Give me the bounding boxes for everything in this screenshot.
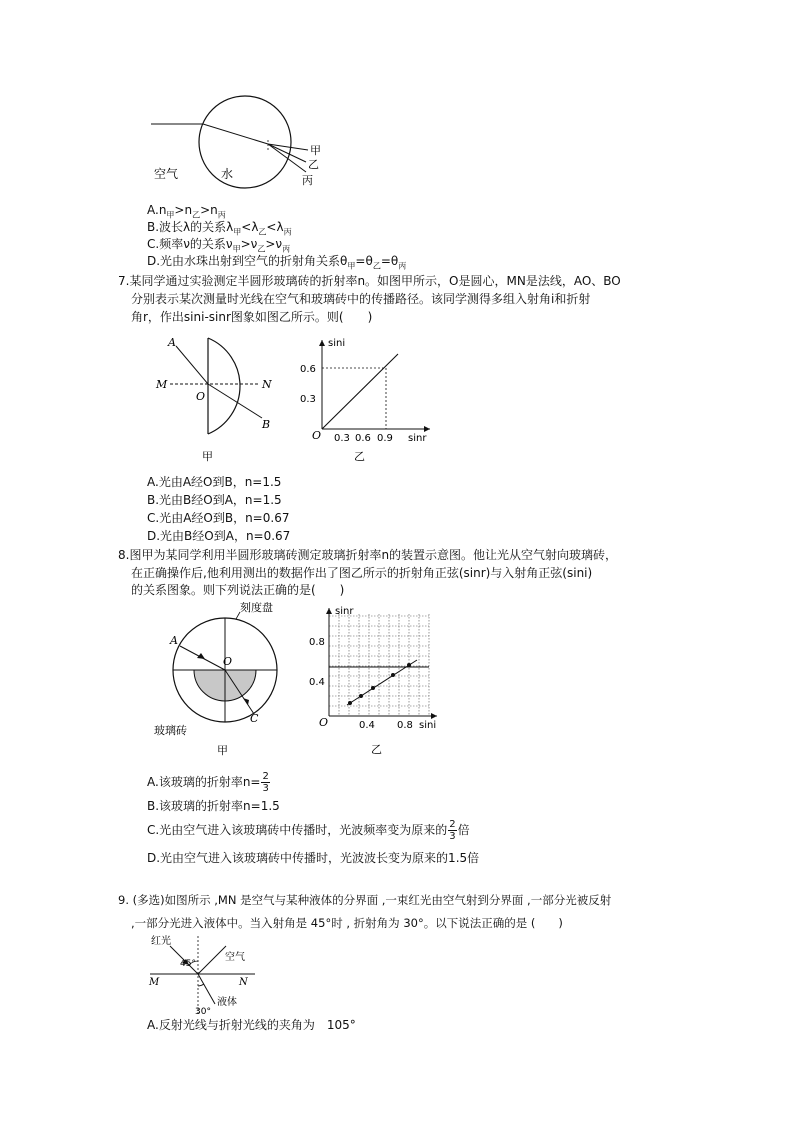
q6-option-d: D.光由水珠出射到空气的折射角关系$\theta_甲=\theta_乙=\theta_丙$ (147, 254, 407, 271)
q7-label-a: A (168, 336, 176, 349)
q7-option-c: C.光由A经O到B，n=0.67 (147, 511, 290, 525)
q8-y-tick-04: 0.4 (309, 677, 325, 688)
q6-option-a: $A.n_甲>n_乙>n_丙$ (147, 203, 226, 220)
q8-glass-label: 玻璃砖 (154, 724, 187, 737)
q9-air-label: 空气 (225, 952, 245, 963)
q9-label-m: M (149, 977, 160, 988)
q8-x-tick-04: 0.4 (359, 720, 375, 731)
q7-label-o: O (196, 390, 206, 403)
q8-stem-line3: 的关系图象。则下列说法正确的是( ) (131, 583, 345, 597)
q7-figure-yi (300, 334, 445, 466)
q7-figure-jia (150, 334, 285, 466)
q7-xlabel: sinr (408, 433, 427, 444)
q9-stem-line1: 9. (多选)如图所示 ,MN 是空气与某种液体的分界面 ,一束红光由空气射到分界面 ,一部分光被反射 (118, 893, 612, 907)
q8-label-a: A (170, 634, 178, 647)
q7-y-tick-06: 0.6 (300, 364, 316, 375)
q6-bing-label: 丙 (302, 174, 313, 187)
q8-grid (329, 614, 429, 716)
q8-figure-yi (305, 604, 445, 760)
q8-point (371, 686, 375, 690)
q6-air-label: 空气 (154, 167, 179, 181)
q8-y-tick-08: 0.8 (309, 637, 325, 648)
q8-caption-jia: 甲 (217, 744, 228, 757)
q6-yi-label: 乙 (308, 158, 319, 171)
q8-label-c: C (250, 712, 259, 725)
q8-dial-label: 刻度盘 (240, 602, 273, 614)
q9-angle-30: 30° (195, 1007, 211, 1017)
q8-option-a: A.该玻璃的折射率n= $\frac{2}{3}$ (147, 771, 269, 794)
q9-liquid-label: 液体 (217, 997, 237, 1008)
q7-x-tick-03: 0.3 (334, 433, 350, 444)
q6-option-b: B.波长λ的关系$\lambda_甲<\lambda_乙<\lambda_丙$ (147, 220, 292, 237)
q7-ylabel: sini (328, 338, 346, 349)
q9-label-n: N (239, 977, 248, 988)
q9-red-light-label: 红光 (151, 936, 171, 947)
q7-label-b: B (262, 418, 271, 431)
q7-option-b: B.光由B经O到A，n=1.5 (147, 493, 282, 507)
q8-ylabel: sinr (335, 606, 354, 617)
q6-water-label: 水 (221, 167, 234, 181)
q7-caption-yi: 乙 (354, 450, 365, 463)
q6-jia-label: 甲 (310, 144, 321, 157)
q9-figure (145, 934, 265, 1018)
q7-caption-jia: 甲 (202, 450, 213, 463)
q8-caption-yi: 乙 (371, 743, 382, 756)
q7-x-tick-06: 0.6 (355, 433, 371, 444)
q9-angle-45: 45° (180, 959, 196, 969)
q7-y-tick-03: 0.3 (300, 394, 316, 405)
q9-option-a: A.反射光线与折射光线的夹角为 105° (147, 1018, 356, 1032)
q7-option-a: A.光由A经O到B，n=1.5 (147, 475, 282, 489)
q8-option-b: B.该玻璃的折射率n=1.5 (147, 799, 280, 813)
q7-origin: O (312, 429, 322, 442)
q6-figure (148, 92, 330, 190)
q8-point (359, 694, 363, 698)
q7-label-n: N (262, 378, 272, 391)
q7-x-tick-09: 0.9 (377, 433, 393, 444)
q8-point (407, 663, 411, 667)
q7-stem-line3: 角r，作出sini-sinr图象如图乙所示。则( ) (131, 310, 373, 324)
q8-xlabel: sini (419, 720, 437, 731)
q8-stem-line2: 在正确操作后,他利用测出的数据作出了图乙所示的折射角正弦(sinr)与入射角正弦(sini) (131, 566, 593, 580)
q8-option-c: C.光由空气进入该玻璃砖中传播时，光波频率变为原来的 $\frac{2}{3}$ 倍 (147, 819, 470, 842)
q8-label-o: O (223, 655, 233, 668)
q7-stem-line2: 分别表示某次测量时光线在空气和玻璃砖中的传播路径。该同学测得多组入射角i和折射 (131, 292, 591, 306)
q7-label-m: M (156, 378, 168, 391)
q8-origin: O (319, 716, 329, 729)
q8-figure-jia (150, 602, 290, 760)
q8-stem-line1: 8.图甲为某同学利用半圆形玻璃砖测定玻璃折射率n的装置示意图。他让光从空气射向玻璃砖， (118, 548, 618, 562)
q7-stem-line1: 7.某同学通过实验测定半圆形玻璃砖的折射率n。如图甲所示，O是圆心，MN是法线，AO、BO (118, 274, 621, 288)
q8-x-tick-08: 0.8 (397, 720, 413, 731)
q7-option-d: D.光由B经O到A，n=0.67 (147, 529, 291, 543)
q8-point (348, 701, 352, 705)
q8-option-d: D.光由空气进入该玻璃砖中传播时，光波波长变为原来的1.5倍 (147, 851, 480, 865)
q9-stem-line2: ,一部分光进入液体中。当入射角是 45°时 , 折射角为 30°。以下说法正确的是 ( ) (131, 916, 563, 930)
q6-option-c: C.频率ν的关系$\nu_甲>\nu_乙>\nu_丙$ (147, 237, 291, 254)
q8-point (391, 673, 395, 677)
